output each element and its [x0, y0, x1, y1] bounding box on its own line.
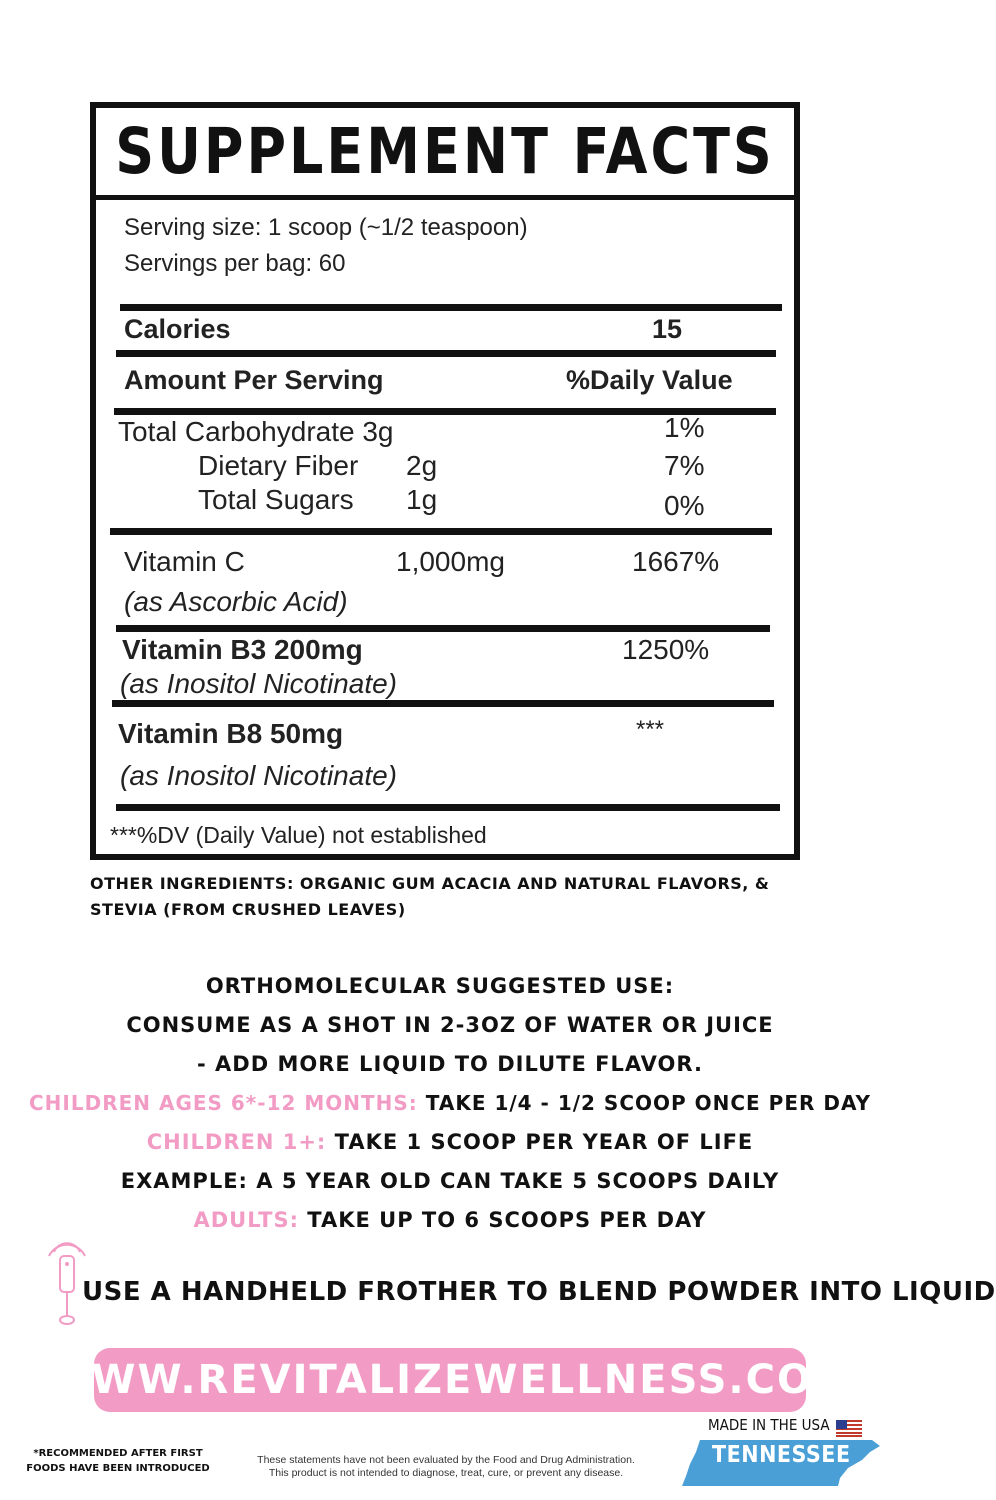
- servings-per-bag: Servings per bag: 60: [124, 250, 346, 277]
- usage-line2: - ADD MORE LIQUID TO DILUTE FLAVOR.: [197, 1052, 703, 1076]
- nutrient-name: Total Sugars: [198, 484, 354, 515]
- nutrient-amount: 1g: [406, 484, 438, 515]
- rule: [110, 528, 772, 535]
- recommended-line1: *RECOMMENDED AFTER FIRST: [33, 1448, 203, 1459]
- usage-example: EXAMPLE: A 5 YEAR OLD CAN TAKE 5 SCOOPS DAILY: [120, 1169, 780, 1193]
- usage-infants: [0, 1091, 900, 1115]
- frother-instruction: USE A HANDHELD FROTHER TO BLEND POWDER INTO LIQUID: [82, 1277, 996, 1307]
- vitamin-b8-dv: ***: [636, 716, 665, 743]
- vitamin-b8-name: Vitamin B8 50mg: [118, 718, 344, 749]
- supplement-facts-panel: [90, 102, 800, 860]
- vitamin-b3-name: Vitamin B3 200mg: [122, 634, 363, 665]
- calories-value: 15: [652, 314, 683, 344]
- vitamin-c-name: Vitamin C: [124, 546, 245, 577]
- rule: [116, 804, 780, 811]
- dv-footnote: ***%DV (Daily Value) not established: [110, 822, 487, 848]
- other-ingredients-line2: STEVIA (FROM CRUSHED LEAVES): [90, 900, 406, 919]
- vitamin-b8-source: (as Inositol Nicotinate): [120, 760, 398, 791]
- adults-text: TAKE UP TO 6 SCOOPS PER DAY: [298, 1208, 707, 1232]
- daily-value-header: %Daily Value: [566, 365, 733, 395]
- children-label: CHILDREN 1+:: [146, 1130, 327, 1154]
- rule: [116, 625, 770, 632]
- amount-per-serving-header: Amount Per Serving: [124, 365, 384, 395]
- tennessee-label: TENNESSEE: [712, 1442, 851, 1468]
- nutrient-row: [118, 416, 394, 448]
- vitamin-b3-source: (as Inositol Nicotinate): [120, 668, 398, 699]
- infants-text: TAKE 1/4 - 1/2 SCOOP ONCE PER DAY: [417, 1091, 871, 1115]
- vitamin-c-dv: 1667%: [632, 546, 720, 577]
- vitamin-c-amount: 1,000mg: [396, 546, 505, 577]
- nutrient-name: Dietary Fiber: [198, 450, 359, 481]
- website-banner[interactable]: [45, 1348, 855, 1412]
- infants-label: CHILDREN AGES 6*-12 MONTHS:: [29, 1091, 418, 1115]
- usage-line1: CONSUME AS A SHOT IN 2-3OZ OF WATER OR JUICE: [126, 1013, 774, 1037]
- nutrient-amount: 3g: [362, 416, 394, 447]
- rule: [112, 700, 774, 707]
- nutrient-dv: 1%: [664, 412, 705, 443]
- usage-children: [0, 1130, 900, 1154]
- serving-size: Serving size: 1 scoop (~1/2 teaspoon): [124, 214, 528, 241]
- fda-line1: These statements have not been evaluated by the Food and Drug Administration.: [257, 1454, 635, 1466]
- usage-heading: ORTHOMOLECULAR SUGGESTED USE:: [205, 974, 675, 998]
- calories-label: Calories: [124, 314, 231, 344]
- nutrient-dv: 7%: [664, 450, 705, 481]
- website-url[interactable]: WWW.REVITALIZEWELLNESS.COM: [45, 1357, 855, 1403]
- fda-disclaimer: [218, 1454, 674, 1480]
- recommended-note: [26, 1446, 210, 1476]
- facts-title-bar: [96, 108, 794, 200]
- nutrient-name: Total Carbohydrate: [118, 416, 355, 447]
- made-in-usa: MADE IN THE USA: [708, 1416, 830, 1434]
- adults-label: ADULTS:: [193, 1208, 299, 1232]
- nutrient-amount: 2g: [406, 450, 438, 481]
- nutrient-dv: 0%: [664, 490, 705, 521]
- us-flag-icon: [836, 1420, 862, 1437]
- recommended-line2: FOODS HAVE BEEN INTRODUCED: [26, 1463, 210, 1474]
- fda-line2: This product is not intended to diagnose, treat, cure, or prevent any disease.: [268, 1467, 624, 1479]
- rule: [120, 304, 782, 311]
- vitamin-b3-dv: 1250%: [622, 634, 710, 665]
- vitamin-c-source: (as Ascorbic Acid): [124, 586, 348, 617]
- facts-title: SUPPLEMENT FACTS: [115, 114, 775, 189]
- children-text: TAKE 1 SCOOP PER YEAR OF LIFE: [326, 1130, 754, 1154]
- other-ingredients-line1: OTHER INGREDIENTS: ORGANIC GUM ACACIA AND NATURAL FLAVORS, &: [90, 874, 770, 893]
- rule: [116, 350, 776, 357]
- usage-adults: [0, 1208, 900, 1232]
